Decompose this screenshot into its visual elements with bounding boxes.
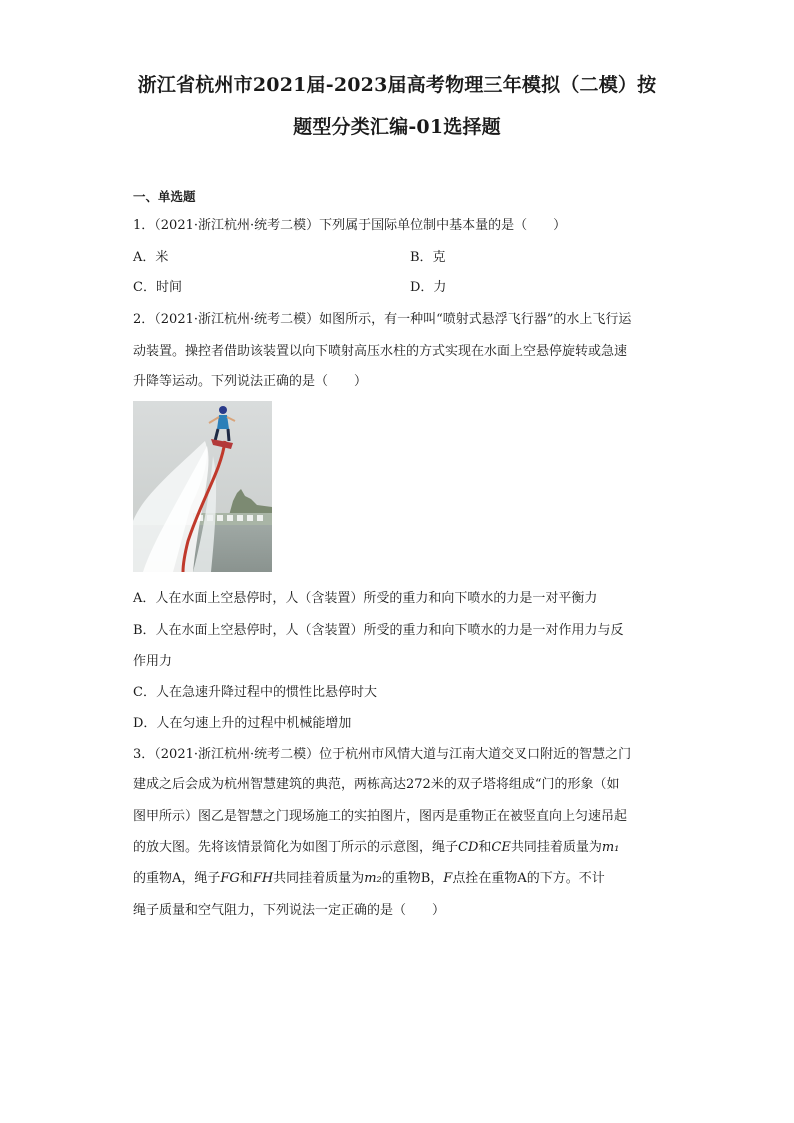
question-2-stem-line-3: 升降等运动。下列说法正确的是（ ） bbox=[133, 374, 368, 389]
flyboard-photo bbox=[133, 401, 272, 572]
q3-text: 和 bbox=[478, 840, 492, 855]
question-2-option-d: D．人在匀速上升的过程中机械能增加 bbox=[133, 716, 352, 731]
q3-text: 点拴在重物A的下方。不计 bbox=[452, 871, 605, 886]
q3-mass-m1: m₁ bbox=[601, 840, 620, 855]
q3-point-f: F bbox=[443, 871, 453, 886]
q3-mass-m2: m₂ bbox=[364, 871, 382, 886]
question-2-option-a: A．人在水面上空悬停时，人（含装置）所受的重力和向下喷水的力是一对平衡力 bbox=[133, 591, 598, 606]
question-3-stem-line-4 bbox=[133, 836, 619, 855]
document-title-line-2: 题型分类汇编-01选择题 bbox=[293, 116, 501, 138]
q3-rope-fg: FG bbox=[220, 871, 240, 886]
question-1-option-b: B．克 bbox=[410, 250, 446, 265]
question-3-stem-line-3: 图甲所示）图乙是智慧之门现场施工的实拍图片，图丙是重物正在被竖直向上匀速吊起 bbox=[133, 809, 628, 824]
question-2-option-b-line-2: 作用力 bbox=[133, 654, 173, 669]
question-2-option-b-line-1: B．人在水面上空悬停时，人（含装置）所受的重力和向下喷水的力是一对作用力与反 bbox=[133, 623, 624, 638]
q3-rope-fh: FH bbox=[252, 871, 274, 886]
question-1-option-c: C．时间 bbox=[133, 280, 182, 295]
q3-rope-cd: CD bbox=[458, 840, 479, 855]
q3-rope-ce: CE bbox=[491, 840, 511, 855]
q3-text: 的重物B， bbox=[381, 871, 444, 886]
question-2-option-c: C．人在急速升降过程中的惯性比悬停时大 bbox=[133, 685, 377, 700]
section-heading: 一、单选题 bbox=[133, 189, 196, 204]
document-title-line-1: 浙江省杭州市2021届-2023届高考物理三年模拟（二模）按 bbox=[137, 74, 657, 96]
question-1-stem: 1．（2021·浙江杭州·统考二模）下列属于国际单位制中基本量的是（ ） bbox=[133, 218, 567, 233]
q3-text: 共同挂着质量为 bbox=[273, 871, 365, 886]
question-1-option-a: A．米 bbox=[133, 250, 169, 265]
question-3-stem-line-6: 绳子质量和空气阻力，下列说法一定正确的是（ ） bbox=[133, 903, 446, 918]
question-2-stem-line-1: 2．（2021·浙江杭州·统考二模）如图所示，有一种叫“喷射式悬浮飞行器”的水上飞行运 bbox=[133, 312, 632, 327]
q3-text: 的放大图。先将该情景简化为如图丁所示的示意图，绳子 bbox=[133, 840, 459, 855]
question-3-stem-line-2: 建成之后会成为杭州智慧建筑的典范，两栋高达272米的双子塔将组成“门的形象（如 bbox=[133, 777, 620, 792]
q3-text: 和 bbox=[239, 871, 253, 886]
question-3-stem-line-1: 3．（2021·浙江杭州·统考二模）位于杭州市风情大道与江南大道交叉口附近的智慧之门 bbox=[133, 747, 632, 762]
question-1-option-d: D．力 bbox=[410, 280, 447, 295]
question-3-stem-line-5 bbox=[133, 867, 605, 886]
q3-text: 的重物A，绳子 bbox=[133, 871, 221, 886]
q3-text: 共同挂着质量为 bbox=[510, 840, 602, 855]
question-2-stem-line-2: 动装置。操控者借助该装置以向下喷射高压水柱的方式实现在水面上空悬停旋转或急速 bbox=[133, 344, 628, 359]
